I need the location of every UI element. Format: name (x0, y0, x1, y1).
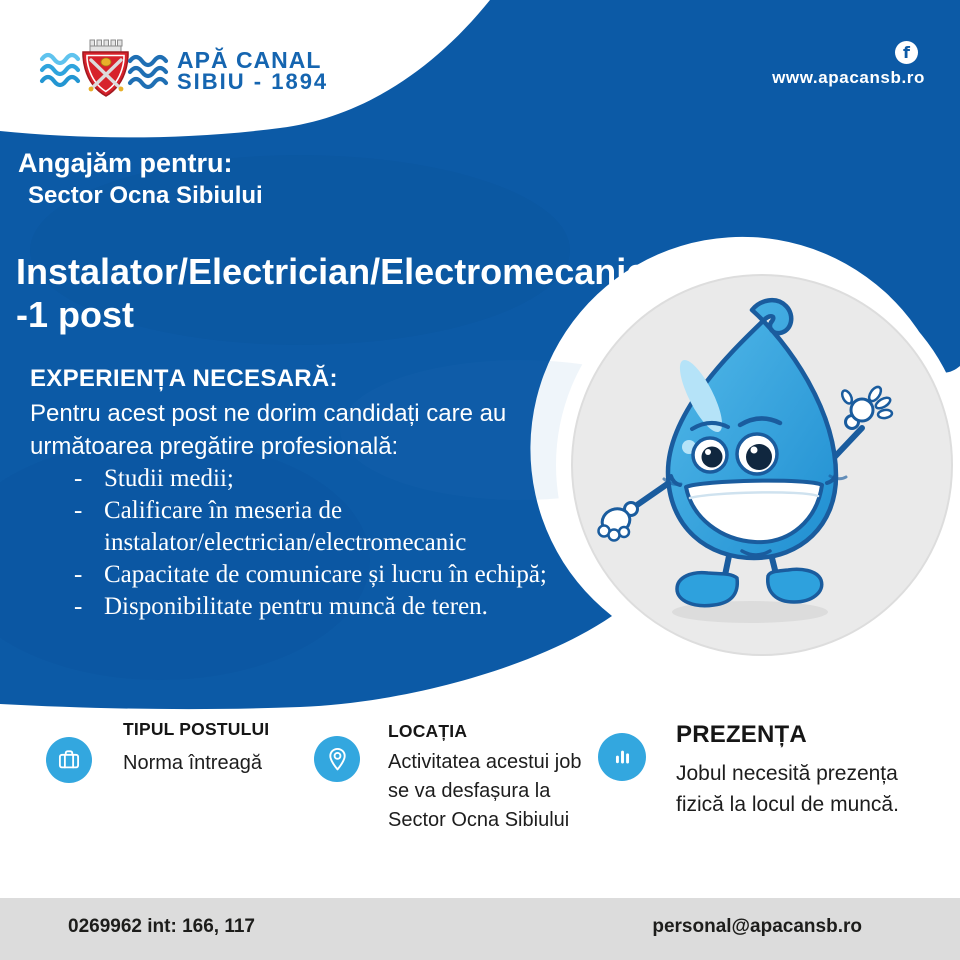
location-title: LOCAȚIA (388, 721, 468, 741)
bullet-item (74, 591, 552, 623)
job-type-text: Norma întreagă (123, 752, 262, 774)
job-title-line2: -1 post (16, 294, 135, 335)
website-url: www.apacansb.ro (772, 68, 925, 87)
job-type-title: TIPUL POSTULUI (123, 719, 270, 739)
bullet-marker: - (74, 497, 83, 524)
hiring-label: Angajăm pentru: (18, 148, 233, 178)
presence-text: Jobul necesită prezența fizică la locul de muncă. (676, 762, 899, 816)
bullet-marker: - (74, 561, 83, 588)
bullet-text: Disponibilitate pentru muncă de teren. (104, 593, 488, 620)
hiring-unit: Sector Ocna Sibiului (28, 182, 263, 209)
bullet-text: Studii medii; (104, 465, 234, 492)
bullet-text: Capacitate de comunicare și lucru în echipă; (104, 561, 547, 588)
bullet-marker: - (74, 593, 83, 620)
bullet-text: Calificare în meseria de instalator/electrician/electromecanic (104, 497, 467, 556)
bar-chart-icon (609, 744, 636, 771)
logo-name-line1: APĂ CANAL (177, 47, 322, 73)
facebook-letter: f (903, 42, 910, 62)
location-text: Activitatea acestui job se va desfașura la Sector Ocna Sibiului (388, 751, 582, 831)
location-pin-icon (324, 746, 351, 773)
logo-crown (90, 40, 122, 53)
mascot-left-shoe (677, 573, 737, 606)
facebook-icon[interactable] (895, 41, 918, 64)
bullet-item (74, 463, 552, 495)
mascot-right-shoe (768, 569, 822, 602)
experience-bullet-list (74, 463, 552, 623)
logo-shield (83, 52, 128, 96)
job-type-icon-circle (46, 737, 92, 783)
experience-intro: Pentru acest post ne dorim candidați care au următoarea pregătire profesională: (30, 400, 507, 460)
presence-title: PREZENȚA (676, 721, 807, 748)
presence-icon-circle (598, 733, 646, 781)
location-icon-circle (314, 736, 360, 782)
briefcase-icon (56, 747, 82, 773)
experience-heading: EXPERIENȚA NECESARĂ: (30, 365, 338, 392)
footer-email: personal@apacansb.ro (652, 916, 862, 937)
bullet-item (74, 559, 552, 591)
logo-name-line2: SIBIU - 1894 (177, 69, 329, 94)
footer-phone: 0269962 int: 166, 117 (68, 916, 255, 937)
job-title (16, 250, 656, 336)
job-title-line1: Instalator/Electrician/Electromecanic (16, 251, 647, 292)
bullet-item (74, 495, 552, 559)
bullet-marker: - (74, 465, 83, 492)
